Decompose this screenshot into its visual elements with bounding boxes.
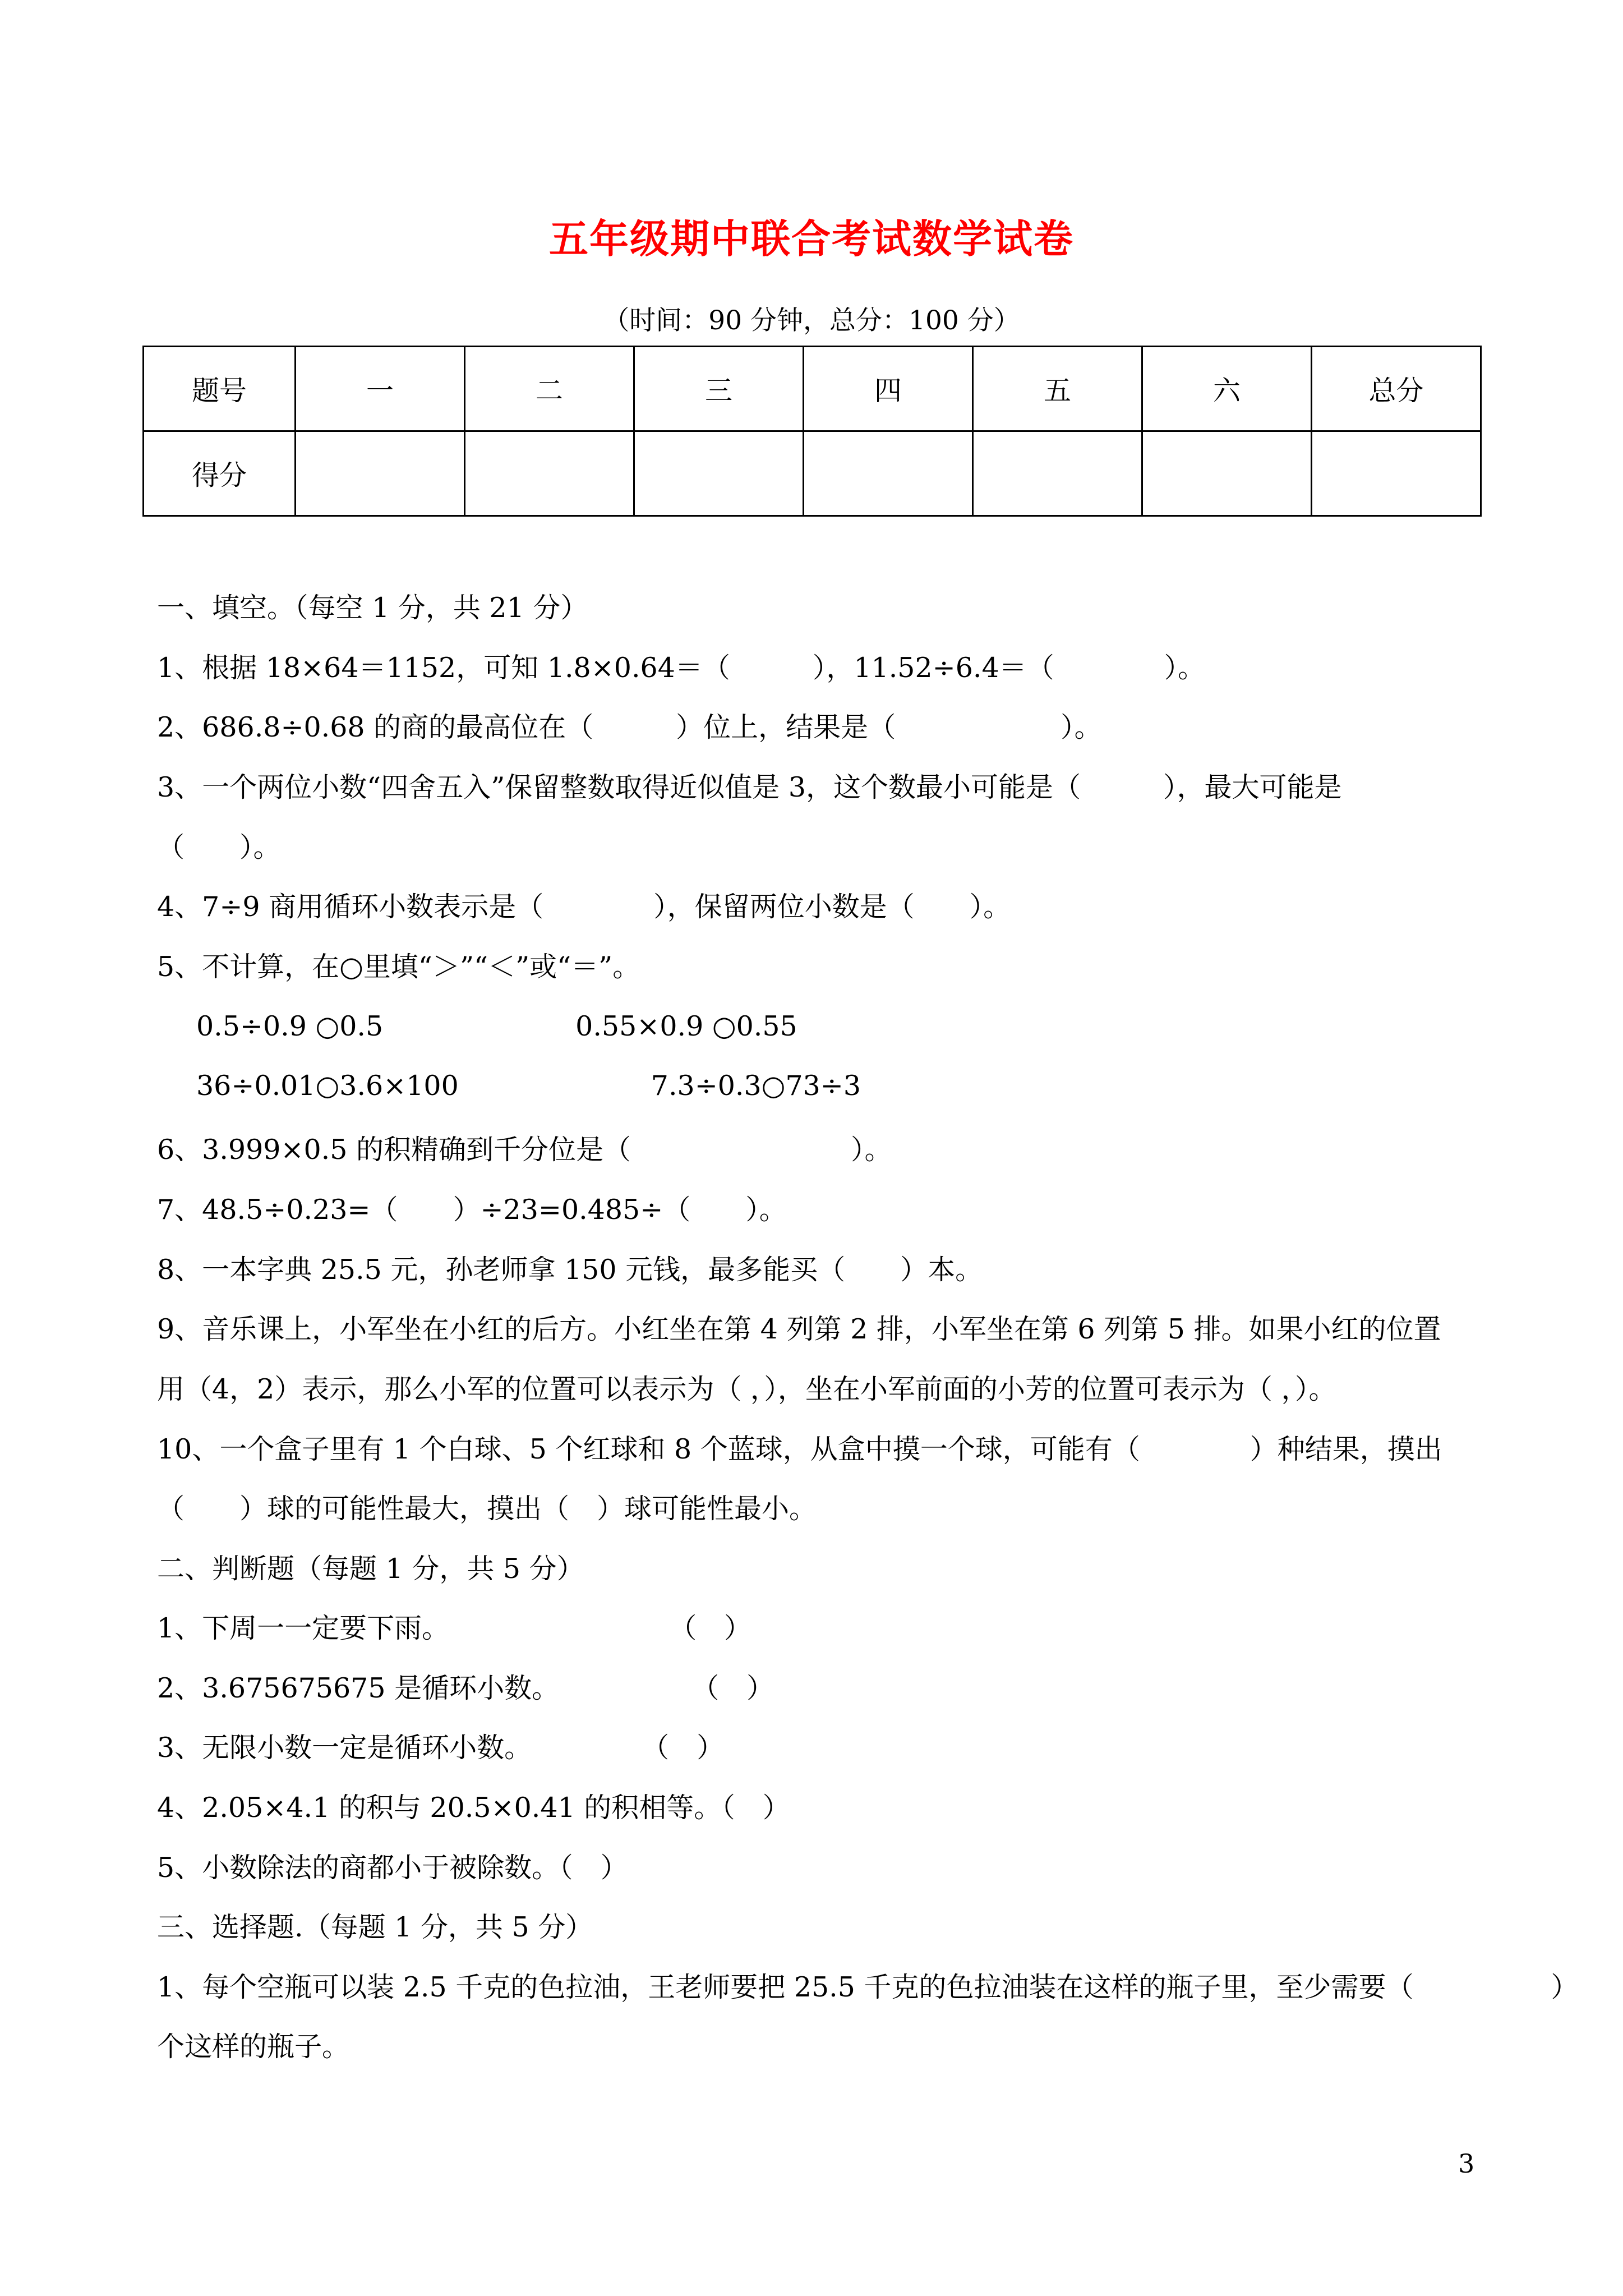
score-cell[interactable] xyxy=(1142,431,1312,516)
score-table xyxy=(142,346,1482,517)
score-table-header-row xyxy=(144,347,1481,431)
question-line: 7、48.5÷0.23=（ ）÷23=0.485÷（ ）。 xyxy=(157,1194,787,1226)
comparison-line: 0.5÷0.9 ○0.5 0.55×0.9 ○0.55 xyxy=(196,1010,797,1042)
question-line: （ ）球的可能性最大，摸出（ ）球可能性最小。 xyxy=(157,1493,817,1525)
question-line: 1、每个空瓶可以装 2.5 千克的色拉油，王老师要把 25.5 千克的色拉油装在这样的瓶子里，至少需要（ ） xyxy=(157,1971,1579,2003)
section-heading: 二、判断题（每题 1 分，共 5 分） xyxy=(157,1553,584,1585)
exam-subtitle: （时间：90 分钟，总分：100 分） xyxy=(603,305,1020,336)
table-header-cell: 题号 xyxy=(144,347,296,431)
table-header-cell: 四 xyxy=(804,347,973,431)
score-cell[interactable] xyxy=(973,431,1142,516)
table-header-cell: 五 xyxy=(973,347,1142,431)
table-header-cell: 总分 xyxy=(1312,347,1481,431)
question-line: 6、3.999×0.5 的积精确到千分位是（ ）。 xyxy=(157,1134,892,1166)
table-header-cell: 一 xyxy=(296,347,465,431)
table-header-cell: 六 xyxy=(1142,347,1312,431)
question-line: （ ）。 xyxy=(157,831,281,863)
score-cell[interactable] xyxy=(634,431,804,516)
score-cell[interactable] xyxy=(804,431,973,516)
exam-title: 五年级期中联合考试数学试卷 xyxy=(549,216,1074,262)
table-header-cell: 二 xyxy=(465,347,634,431)
question-line: 5、小数除法的商都小于被除数。（ ） xyxy=(157,1852,628,1884)
question-line: 8、一本字典 25.5 元，孙老师拿 150 元钱，最多能买（ ）本。 xyxy=(157,1254,983,1286)
score-cell[interactable] xyxy=(1312,431,1481,516)
question-line: 5、不计算，在○里填“＞”“＜”或“＝”。 xyxy=(157,951,640,983)
table-header-cell: 三 xyxy=(634,347,804,431)
question-line: 4、7÷9 商用循环小数表示是（ ），保留两位小数是（ ）。 xyxy=(157,891,1011,923)
question-line: 4、2.05×4.1 的积与 20.5×0.41 的积相等。（ ） xyxy=(157,1792,790,1824)
question-line: 2、686.8÷0.68 的商的最高位在（ ）位上，结果是（ ）。 xyxy=(157,711,1102,743)
comparison-line: 36÷0.01○3.6×100 7.3÷0.3○73÷3 xyxy=(196,1070,861,1102)
question-line: 个这样的瓶子。 xyxy=(157,2031,350,2063)
score-table-score-row xyxy=(144,431,1481,516)
page-number: 3 xyxy=(1458,2148,1475,2179)
question-line: 1、根据 18×64＝1152，可知 1.8×0.64＝（ ），11.52÷6.4＝（ ）。 xyxy=(157,652,1206,684)
section-heading: 一、填空。（每空 1 分，共 21 分） xyxy=(157,592,588,624)
question-line: 1、下周一一定要下雨。 （ ） xyxy=(157,1612,752,1644)
score-cell[interactable] xyxy=(465,431,634,516)
question-line: 9、音乐课上，小军坐在小红的后方。小红坐在第 4 列第 2 排，小军坐在第 6 列第 5 排。如果小红的位置 xyxy=(157,1313,1441,1345)
section-heading: 三、选择题.（每题 1 分，共 5 分） xyxy=(157,1911,593,1943)
score-cell[interactable] xyxy=(296,431,465,516)
question-line: 3、无限小数一定是循环小数。 （ ） xyxy=(157,1732,725,1764)
table-row-label: 得分 xyxy=(144,431,296,516)
question-line: 用（4，2）表示，那么小军的位置可以表示为（ ，），坐在小军前面的小芳的位置可表示为（ ，）。 xyxy=(157,1373,1336,1405)
question-line: 10、一个盒子里有 1 个白球、5 个红球和 8 个蓝球，从盒中摸一个球，可能有（ ）种结果，摸出 xyxy=(157,1433,1442,1465)
question-line: 2、3.675675675 是循环小数。 （ ） xyxy=(157,1672,774,1704)
question-line: 3、一个两位小数“四舍五入”保留整数取得近似值是 3，这个数最小可能是（ ），最大可能是 xyxy=(157,771,1342,803)
